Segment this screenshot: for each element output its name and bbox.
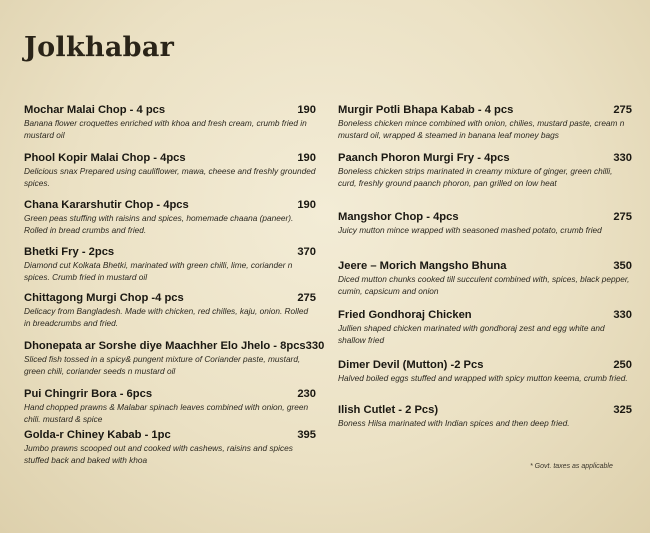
item-description: Green peas stuffing with raisins and spices, homemade chaana (paneer). Rolled in bread crumbs and fried.	[24, 213, 294, 235]
item-price: 275	[613, 104, 632, 116]
item-name: Dhonepata ar Sorshe diye Maachher Elo Jhelo - 8pcs	[24, 340, 306, 352]
item-price: 350	[613, 260, 632, 272]
item-price: 190	[297, 199, 316, 211]
item-price: 190	[297, 104, 316, 116]
item-description: Delicacy from Bangladesh. Made with chicken, red chilles, kaju, onion. Rolled in breadcrumbs and fried.	[24, 306, 309, 328]
item-description: Banana flower croquettes enriched with khoa and fresh cream, crumb fried in mustard oil	[24, 118, 307, 140]
menu-item	[338, 260, 632, 297]
item-description: Juicy mutton mince wrapped with seasoned mashed potato, crumb fried	[338, 225, 602, 235]
item-name: Phool Kopir Malai Chop - 4pcs	[24, 152, 186, 164]
item-price: 395	[297, 429, 316, 441]
menu-item	[24, 340, 325, 377]
item-description: Diamond cut Kolkata Bhetki, marinated with green chilli, lime, coriander n spices. Crumb fried in mustard oil	[24, 260, 293, 282]
menu-item	[338, 359, 632, 385]
item-name: Mangshor Chop - 4pcs	[338, 211, 459, 223]
item-description: Sliced fish tossed in a spicy& pungent mixture of Coriander paste, mustard, green chili, coriander seeds n mustard oil	[24, 354, 301, 376]
item-description: Boness Hilsa marinated with Indian spices and then deep fried.	[338, 418, 570, 428]
item-name: Ilish Cutlet - 2 Pcs)	[338, 404, 439, 416]
item-price: 250	[613, 359, 632, 371]
menu-title: Jolkhabar	[24, 32, 175, 63]
menu-item	[24, 104, 316, 141]
item-description: Diced mutton chunks cooked till succulent combined with, spices, black pepper, cumin, capsicum and onion	[338, 274, 630, 296]
item-name: Murgir Potli Bhapa Kabab - 4 pcs	[338, 104, 514, 116]
item-name: Golda-r Chiney Kabab - 1pc	[24, 429, 171, 441]
item-name: Mochar Malai Chop - 4 pcs	[24, 104, 166, 116]
item-description: Hand chopped prawns & Malabar spinach leaves combined with onion, green chili. mustard & spice	[24, 402, 309, 424]
item-name: Fried Gondhoraj Chicken	[338, 309, 472, 321]
item-price: 325	[613, 404, 632, 416]
menu-item	[24, 429, 316, 466]
item-name: Chittagong Murgi Chop -4 pcs	[24, 292, 184, 304]
item-price: 190	[297, 152, 316, 164]
item-description: Boneless chicken strips marinated in creamy mixture of ginger, green chilli, curd, freshly ground paanch phoron, pan grilled on low heat	[338, 166, 613, 188]
item-name: Paanch Phoron Murgi Fry - 4pcs	[338, 152, 510, 164]
menu-item	[338, 211, 632, 237]
menu-item	[24, 199, 316, 236]
menu-item	[24, 388, 316, 425]
menu-item	[338, 404, 632, 430]
menu-item	[338, 104, 632, 141]
item-description: Boneless chicken mince combined with onion, chilies, mustard paste, cream n mustard oil, wrapped & steamed in banana leaf money bags	[338, 118, 625, 140]
menu-item	[338, 309, 632, 346]
item-price: 330	[613, 309, 632, 321]
item-name: Chana Kararshutir Chop - 4pcs	[24, 199, 189, 211]
item-price: 330	[305, 340, 325, 352]
item-price: 370	[297, 246, 316, 258]
menu-item	[24, 246, 316, 283]
item-name: Jeere – Morich Mangsho Bhuna	[338, 260, 507, 272]
menu-item	[24, 292, 316, 329]
menu-item	[338, 152, 632, 189]
item-description: Halved boiled eggs stuffed and wrapped with spicy mutton keema, crumb fried.	[338, 373, 628, 383]
tax-footnote: * Govt. taxes as applicable	[530, 463, 613, 470]
item-price: 330	[613, 152, 632, 164]
item-price: 275	[297, 292, 316, 304]
item-name: Pui Chingrir Bora - 6pcs	[24, 388, 153, 400]
item-description: Delicious snax Prepared using cauliflower, mawa, cheese and freshly grounded spices.	[24, 166, 316, 188]
item-description: Jullien shaped chicken marinated with gondhoraj zest and egg white and shallow fried	[338, 323, 605, 345]
item-price: 275	[613, 211, 632, 223]
item-description: Jumbo prawns scooped out and cooked with cashews, raisins and spices stuffed back and baked with khoa	[24, 443, 293, 465]
item-name: Bhetki Fry - 2pcs	[24, 246, 115, 258]
item-price: 230	[297, 388, 316, 400]
item-name: Dimer Devil (Mutton) -2 Pcs	[338, 359, 484, 371]
menu-item	[24, 152, 316, 189]
